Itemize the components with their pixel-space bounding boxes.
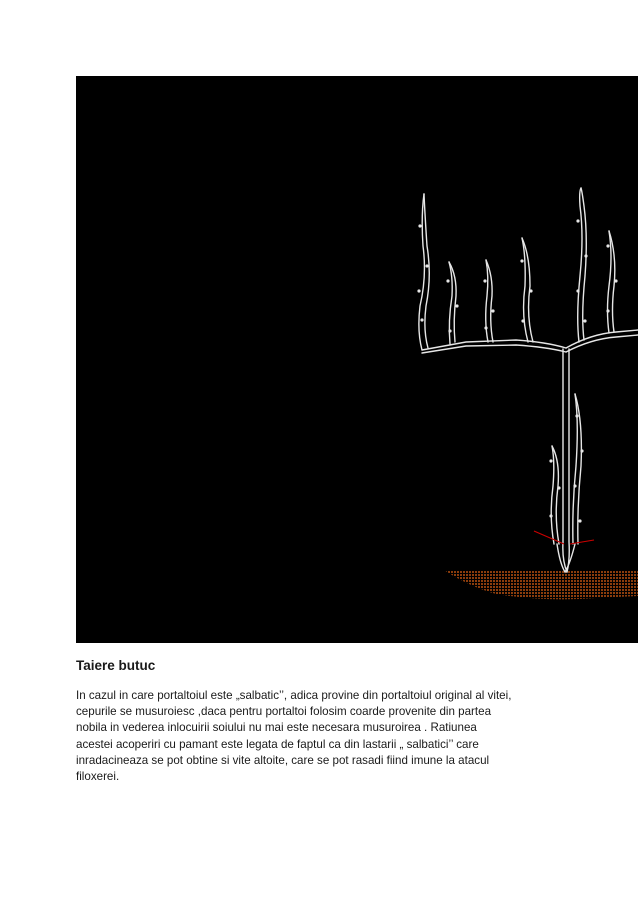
paragraph-line: nobila in vederea inlocuirii soiului nu mai este necesara musuroirea . Ratiunea xyxy=(76,721,477,735)
vine-trunk-inner xyxy=(567,349,569,572)
section-title: Taiere butuc xyxy=(76,658,156,673)
cut-marks xyxy=(534,531,594,544)
paragraph-line: filoxerei. xyxy=(76,770,120,784)
paragraph-line: In cazul in care portaltoiul este „salbatic’’, adica provine din portaltoiul original al vitei, xyxy=(76,689,512,702)
paragraph-line: cepurile se musuroiesc ,daca pentru portaltoi folosim coarde provenite din partea xyxy=(76,705,492,719)
vine-cane-1 xyxy=(419,194,425,350)
soil-mound xyxy=(444,570,638,599)
vine-trunk xyxy=(563,349,567,572)
paragraph-line: inradacineaza se pot obtine si vite altoite, care se pot rasadi fiind imune la atacul xyxy=(76,753,490,767)
vine-cane-5 xyxy=(578,188,582,342)
body-paragraph xyxy=(76,688,576,785)
vine-buds xyxy=(417,219,617,522)
vine-cane-3 xyxy=(486,260,488,342)
paragraph-line: acestei acoperiri cu pamant este legata de faptul ca din lastarii „ salbatici’’ care xyxy=(76,737,479,751)
vine-pruning-illustration xyxy=(76,76,638,643)
